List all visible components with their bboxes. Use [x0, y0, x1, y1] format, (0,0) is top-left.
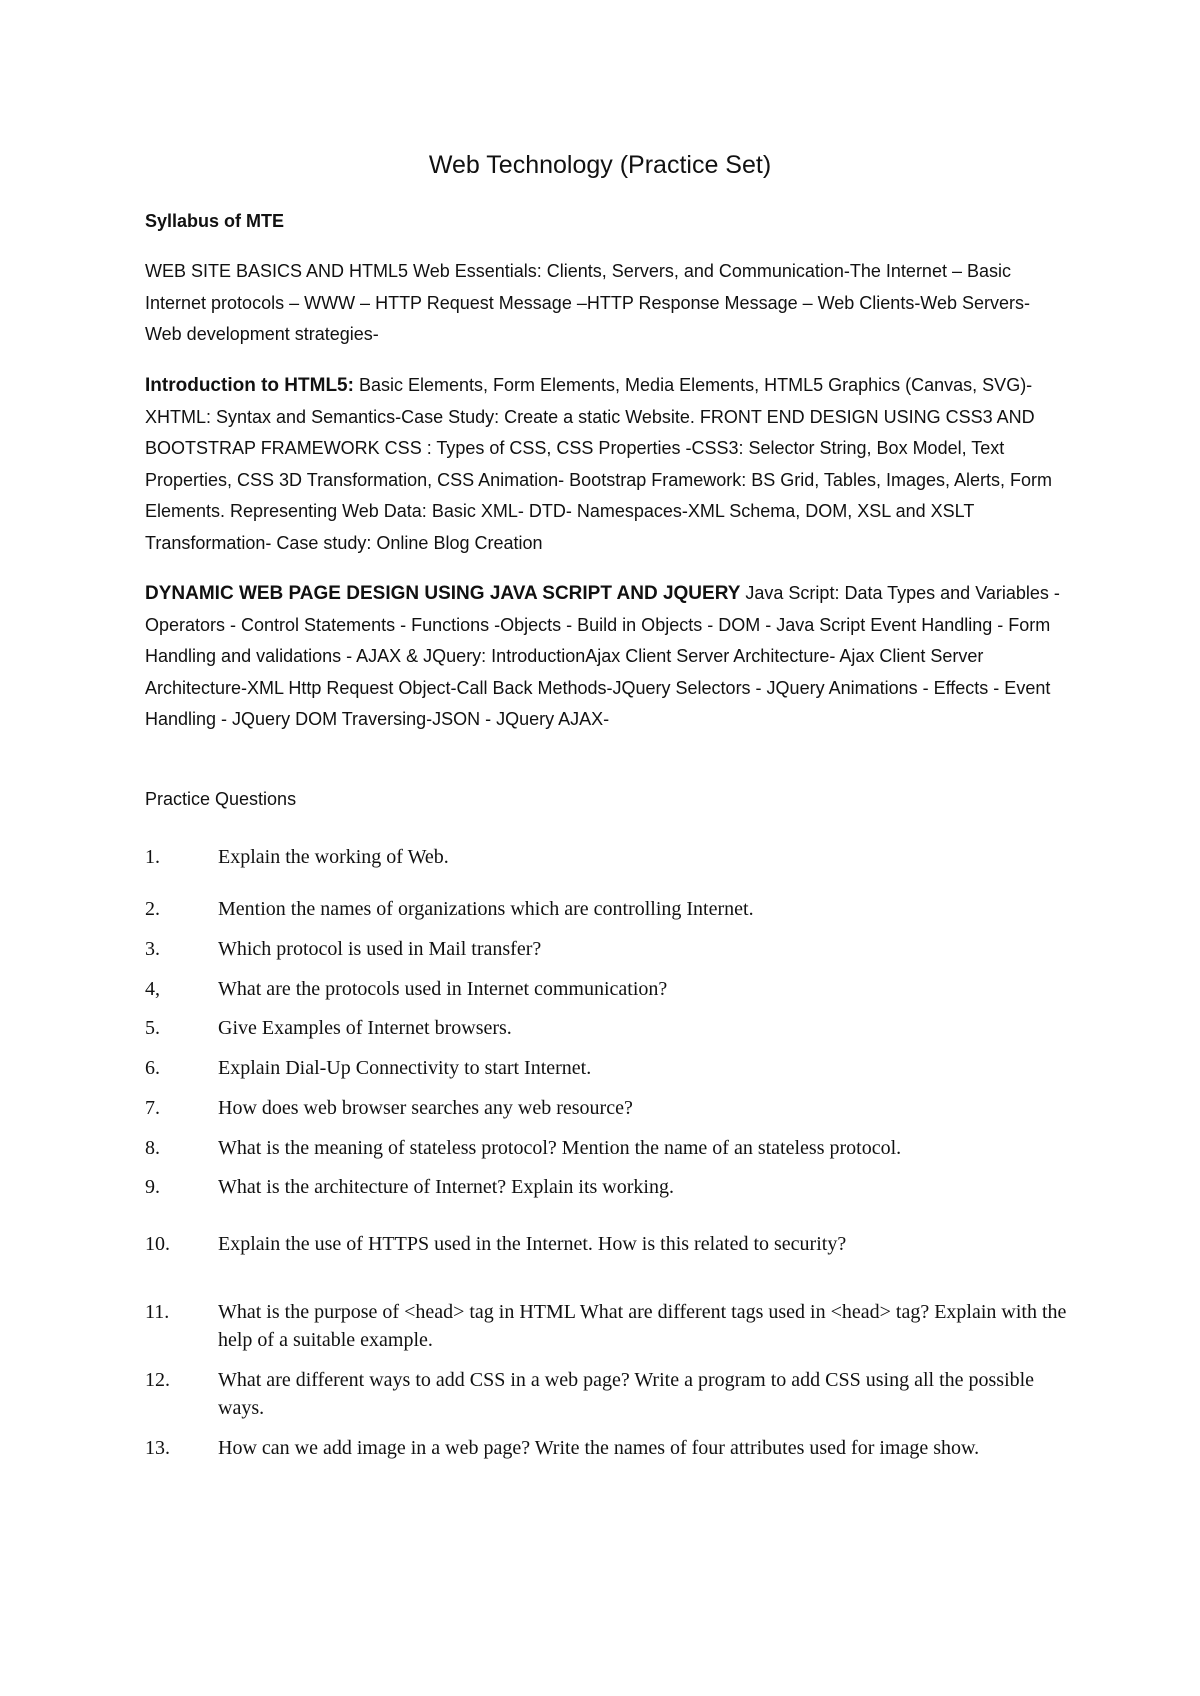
question-text: How does web browser searches any web resource? [218, 1097, 633, 1119]
question-item [145, 1173, 1075, 1201]
syllabus-paragraph-2-heading: Introduction to HTML5: [145, 375, 354, 396]
practice-questions-label: Practice Questions [145, 789, 297, 809]
question-number: 1. [145, 846, 160, 868]
syllabus-paragraph-3-heading: DYNAMIC WEB PAGE DESIGN USING JAVA SCRIPT AND JQUERY [145, 583, 741, 604]
question-item [145, 1298, 1075, 1354]
question-text: How can we add image in a web page? Write the names of four attributes used for image show. [218, 1437, 980, 1459]
syllabus-paragraph-2 [145, 370, 1065, 559]
question-item [145, 1134, 1075, 1162]
question-number: 13. [145, 1437, 170, 1459]
question-number: 3. [145, 938, 160, 960]
question-text: Explain the working of Web. [218, 846, 449, 868]
syllabus-paragraph-2-text: Basic Elements, Form Elements, Media Elements, HTML5 Graphics (Canvas, SVG)-XHTML: Syntax and Semantics-Case Study: Create a static Website. FRONT END DESIGN USING CSS3 AND BOOTSTRAP FRAMEWORK CSS : Types of CSS, CSS Properties -CSS3: Selector String, Box Model, Text Properties, CSS 3D Transformation, CSS Animation- Bootstrap Framework: BS Grid, Tables, Images, Alerts, Form Elements. Representing Web Data: Basic XML- DTD- Namespaces-XML Schema, DOM, XSL and XSLT Transformation- Case study: Online Blog Creation [145, 375, 1052, 553]
question-text: What is the architecture of Internet? Explain its working. [218, 1176, 674, 1198]
question-number: 2. [145, 898, 160, 920]
question-number: 10. [145, 1233, 170, 1255]
question-text: What is the purpose of <head> tag in HTML What are different tags used in <head> tag? Explain with the help of a suitable example. [218, 1301, 1067, 1351]
question-item [145, 935, 1075, 963]
question-text: What are the protocols used in Internet communication? [218, 978, 668, 1000]
question-number: 9. [145, 1176, 160, 1198]
question-text: Explain the use of HTTPS used in the Internet. How is this related to security? [218, 1233, 847, 1255]
question-text: Mention the names of organizations which are controlling Internet. [218, 898, 754, 920]
syllabus-paragraph-1: WEB SITE BASICS AND HTML5 Web Essentials: Clients, Servers, and Communication-The Internet – Basic Internet protocols – WWW – HTTP Request Message –HTTP Response Message – Web Clients-Web Servers-Web development strategies- [145, 261, 1031, 344]
document-title: Web Technology (Practice Set) [428, 151, 772, 179]
question-number: 7. [145, 1097, 160, 1119]
question-number: 6. [145, 1057, 160, 1079]
question-item [145, 1366, 1075, 1422]
syllabus-paragraph-3-text: Java Script: Data Types and Variables -Operators - Control Statements - Functions -Objects - Build in Objects - DOM - Java Script Event Handling - Form Handling and validations - AJAX & JQuery: IntroductionAjax Client Server Architecture- Ajax Client Server Architecture-XML Http Request Object-Call Back Methods-JQuery Selectors - JQuery Animations - Effects - Event Handling - JQuery DOM Traversing-JSON - JQuery AJAX- [145, 583, 1060, 729]
question-item [145, 843, 1075, 871]
question-item [145, 975, 1075, 1003]
question-item [145, 1054, 1075, 1082]
question-item [145, 895, 1075, 923]
question-item [145, 1434, 1075, 1462]
question-item [145, 1094, 1075, 1122]
question-text: Give Examples of Internet browsers. [218, 1017, 512, 1039]
question-number: 8. [145, 1137, 160, 1159]
question-number: 5. [145, 1017, 160, 1039]
question-text: Explain Dial-Up Connectivity to start Internet. [218, 1057, 592, 1079]
question-text: Which protocol is used in Mail transfer? [218, 938, 542, 960]
question-item [145, 1230, 1075, 1258]
question-number: 11. [145, 1301, 170, 1323]
syllabus-heading: Syllabus of MTE [145, 211, 285, 231]
question-text: What is the meaning of stateless protocol? Mention the name of an stateless protocol. [218, 1137, 902, 1159]
question-number: 4, [145, 978, 160, 1000]
question-text: What are different ways to add CSS in a web page? Write a program to add CSS using all the possible ways. [218, 1369, 1035, 1419]
question-number: 12. [145, 1369, 170, 1391]
syllabus-paragraph-3 [145, 578, 1065, 736]
question-item [145, 1014, 1075, 1042]
